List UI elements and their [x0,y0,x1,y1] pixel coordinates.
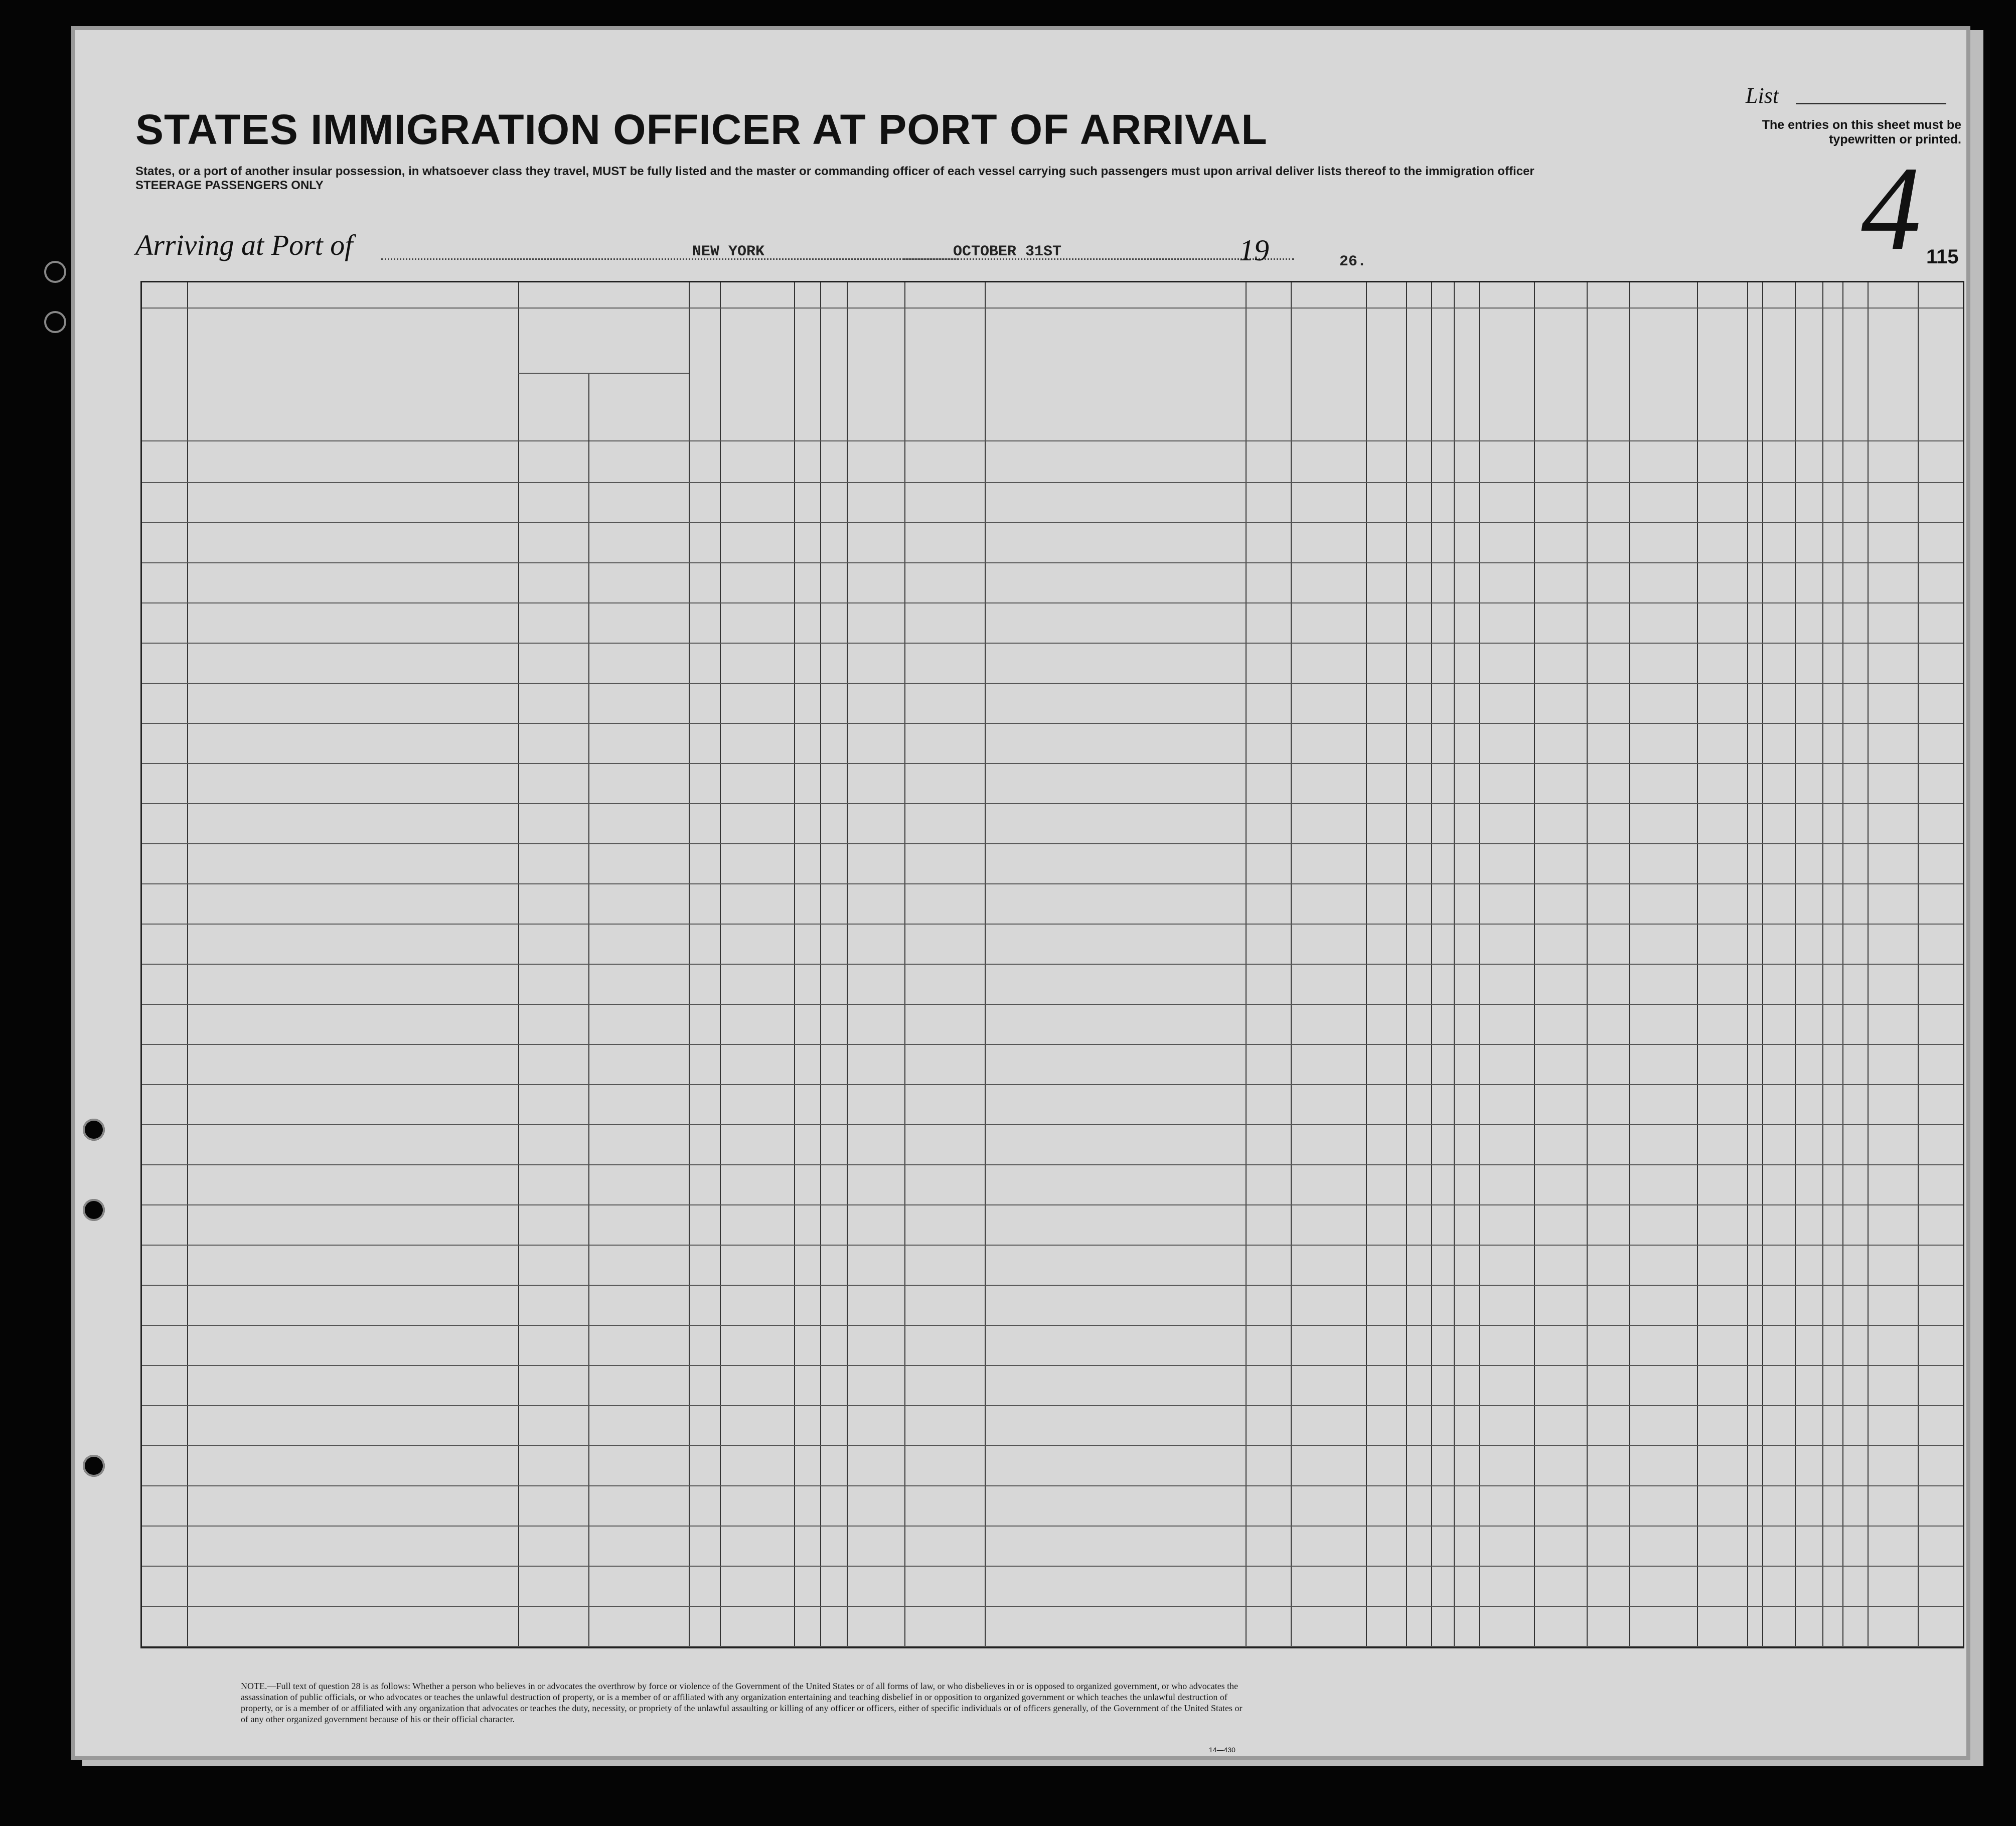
header-subtitle [135,165,1565,193]
column-divider [1762,282,1763,1647]
row-rule [142,1084,1963,1085]
column-divider [1454,282,1455,1647]
manifest-table [140,281,1964,1648]
binder-hole [83,1119,105,1141]
row-rule [142,1285,1963,1286]
column-divider [1534,282,1535,1647]
list-line [1796,103,1946,104]
row-rule [142,883,1963,884]
row-rule [142,1485,1963,1486]
arrival-date: OCTOBER 31ST [953,243,1062,260]
row-rule [142,763,1963,764]
binder-hole [44,261,66,283]
binder-hole [44,311,66,333]
row-rule [142,1204,1963,1205]
row-rule [142,1164,1963,1165]
column-divider [847,282,848,1647]
row-rule [142,1365,1963,1366]
column-divider [1697,282,1698,1647]
page-title: STATES IMMIGRATION OFFICER AT PORT OF ARRIVAL [135,106,1268,153]
binder-hole [83,1199,105,1221]
column-divider [1406,282,1407,1647]
year-prefix: 19 [1239,234,1269,267]
row-rule [142,643,1963,644]
row-rule [142,924,1963,925]
row-rule [142,522,1963,523]
header-rule [142,440,1963,441]
row-rule [142,562,1963,563]
typewritten-note: The entries on this sheet must be typewritten or printed. [1762,118,1961,146]
footer-note: NOTE.—Full text of question 28 is as follows: Whether a person who believes in or advocates the overthrow by force or violence of the Government of the United States or of all forms of law, or who disbelieves in or is opposed to organized government, or who advocates the assassination of public officials, or who advocates or teaches the unlawful destruction of property, or is a member of or affiliated with any organization entertaining and teaching disbelief in or opposition to organized government or which teaches the unlawful destruction of property, or is a member of or affiliated with any organization that advocates or teaches the duty, necessity, or propriety of the unlawful assaulting or killing of any officer or officers, either of specific individuals or of officers generally, of the Government of the United States or of any other organized government because of his or their official character. [241,1681,1243,1724]
column-divider [904,282,905,1647]
column-divider [1918,282,1919,1647]
header-rule [518,373,689,374]
row-rule [142,803,1963,804]
column-divider [1587,282,1588,1647]
binder-hole [83,1455,105,1477]
year-suffix: 26. [1339,253,1367,270]
header-rule [142,308,1963,309]
row-rule [142,1124,1963,1125]
column-divider [1366,282,1367,1647]
row-rule [142,1606,1963,1607]
arriving-label: Arriving at Port of [135,229,353,261]
column-divider [187,282,188,1647]
subtitle-text: States, or a port of another insular possession, in whatsoever class they travel, MUST be fully listed and the master or commanding officer of each vessel carrying such passengers must upon arrival deliver lists thereof to the immigration officer [135,165,1534,178]
column-divider [1246,282,1247,1647]
column-divider [1747,282,1748,1647]
row-rule [142,1245,1963,1246]
column-divider [518,282,519,1647]
column-divider [1479,282,1480,1647]
row-rule [142,1405,1963,1406]
handwritten-list-number: 4 [1861,141,1921,275]
port-line [381,258,958,260]
column-divider [1842,282,1843,1647]
row-rule [142,1445,1963,1446]
row-rule [142,1325,1963,1326]
form-number: 14—430 [1209,1746,1235,1754]
row-rule [142,723,1963,724]
row-rule [142,1566,1963,1567]
column-divider [1822,282,1823,1647]
column-divider [985,282,986,1647]
row-rule [142,964,1963,965]
page-number: 115 [1926,246,1959,268]
row-rule [142,683,1963,684]
column-divider [1868,282,1869,1647]
column-divider [794,282,795,1647]
column-divider [588,373,589,1647]
row-rule [142,1004,1963,1005]
column-divider [1795,282,1796,1647]
steerage-label: STEERAGE PASSENGERS ONLY [135,179,324,192]
row-rule [142,1526,1963,1527]
column-divider [1629,282,1630,1647]
column-divider [689,282,690,1647]
list-label: List [1746,83,1779,108]
column-divider [720,282,721,1647]
column-divider [1291,282,1292,1647]
column-divider [1431,282,1432,1647]
row-rule [142,843,1963,844]
port-name: NEW YORK [692,243,765,260]
column-divider [820,282,821,1647]
row-rule [142,482,1963,483]
row-rule [142,1044,1963,1045]
manifest-sheet [75,30,1966,1756]
row-rule [142,1646,1963,1647]
row-rule [142,602,1963,603]
